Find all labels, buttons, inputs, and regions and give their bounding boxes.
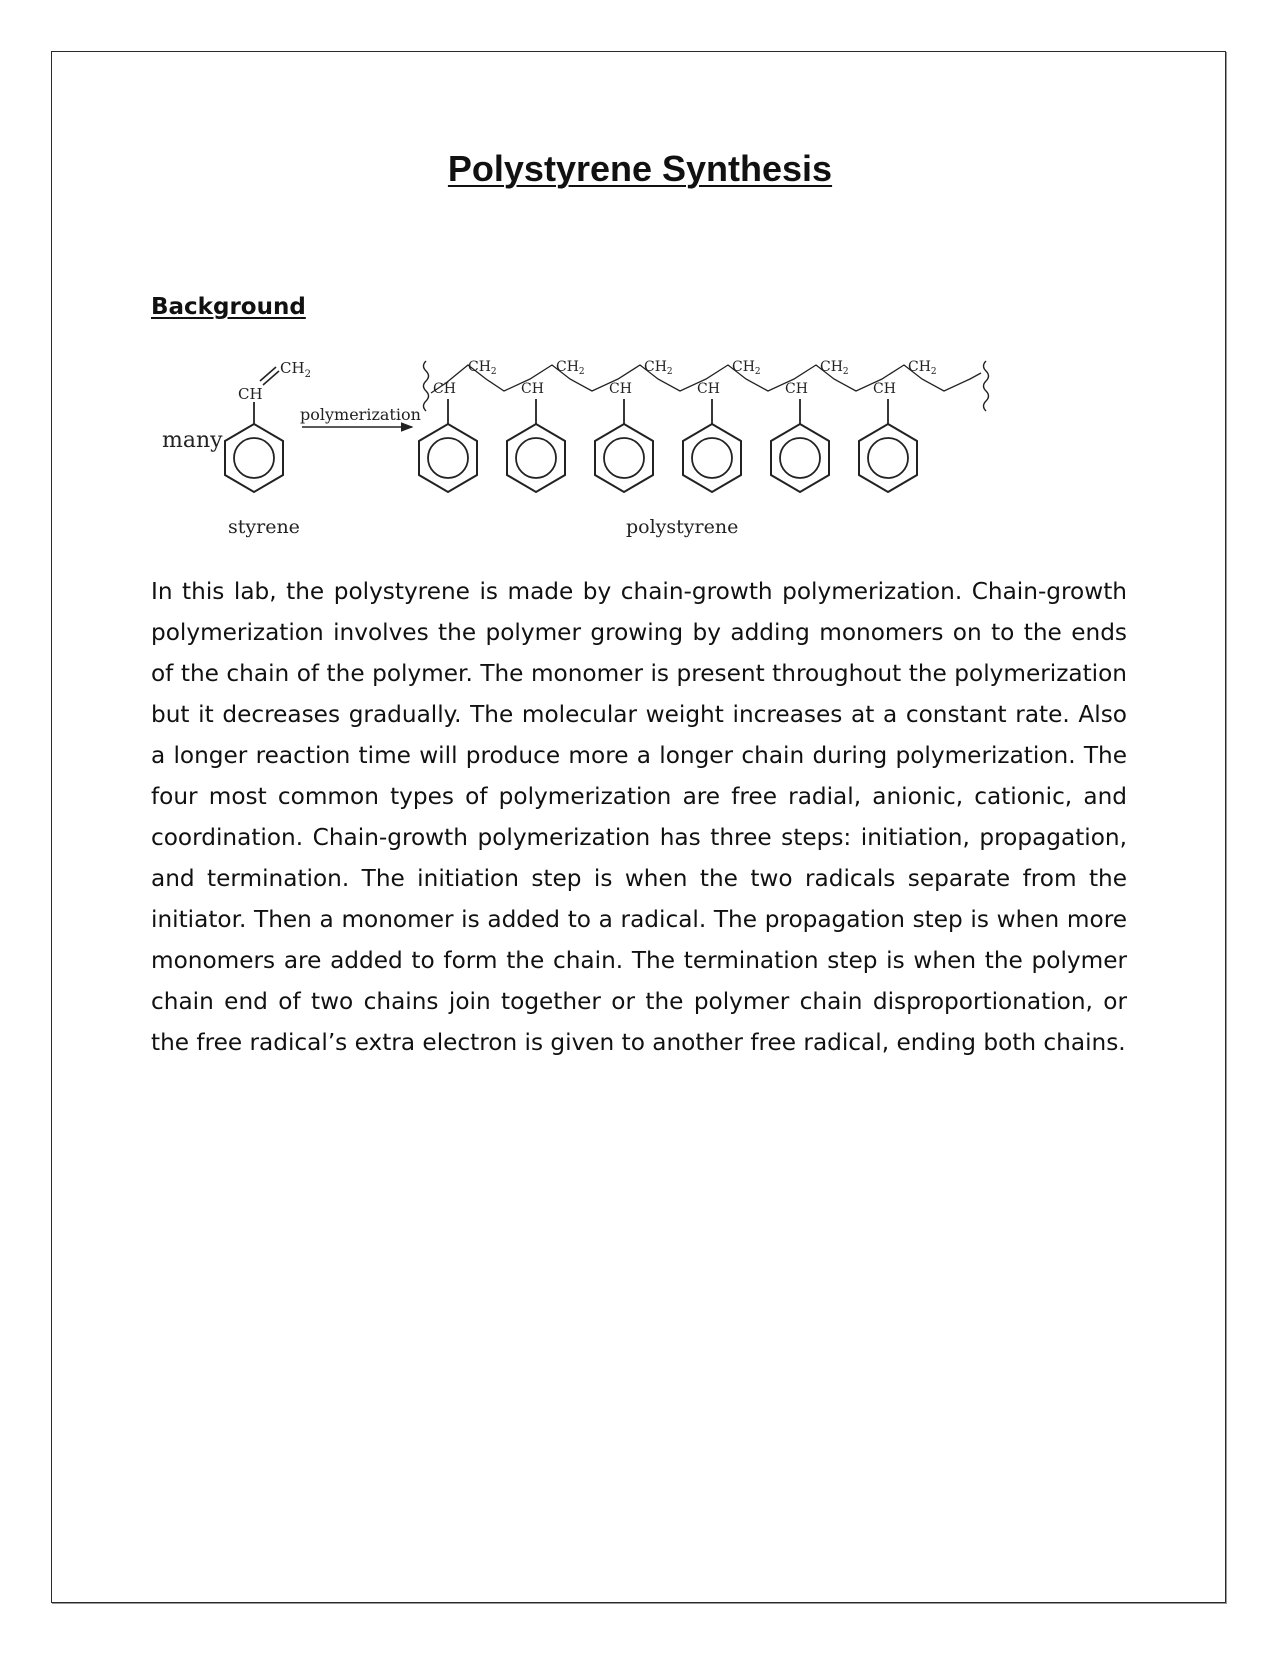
svg-text:CH: CH: [433, 381, 456, 397]
backbone-labels: [433, 359, 937, 397]
polystyrene-structure: [419, 359, 989, 492]
label-polymerization: polymerization: [300, 405, 421, 424]
label-many: many: [162, 428, 223, 453]
chain-end-left: [424, 361, 429, 411]
svg-text:CH: CH: [521, 381, 544, 397]
group-ch2: $CH_2$: [280, 359, 311, 380]
repeat-unit: [595, 399, 653, 492]
repeat-unit: [771, 399, 829, 492]
svg-text:CH2: $CH_2$: [644, 359, 673, 377]
svg-text:CH2: $CH_2$: [908, 359, 937, 377]
repeat-unit: [859, 399, 917, 492]
svg-text:CH: CH: [609, 381, 632, 397]
styrene-structure: [225, 359, 311, 492]
document-title: Polystyrene Synthesis: [447, 148, 833, 189]
repeat-unit: [419, 399, 477, 492]
chain-end-right: [984, 361, 989, 411]
polymerization-diagram: [150, 355, 1030, 555]
body-paragraph: In this lab, the polystyrene is made by chain-growth polymerization. Chain-growth polymerization involves the polymer growing by adding monomers on to the ends of the chain of the polymer. The monomer is present throughout the polymerization but it decreases gradually. The molecular weight increases at a constant rate. Also a longer reaction time will produce more a longer chain during polymerization. The four most common types of polymerization are free radial, anionic, cationic, and coordination. Chain-growth polymerization has three steps: initiation, propagation, and termination. The initiation step is when the two radicals separate from the initiator. Then a monomer is added to a radical. The propagation step is when more monomers are added to form the chain. The termination step is when the polymer chain end of two chains join together or the polymer chain disproportionation, or the free radical’s extra electron is given to another free radical, ending both chains.: [151, 578, 1127, 1056]
label-styrene: styrene: [228, 516, 300, 538]
repeat-unit: [683, 399, 741, 492]
svg-text:CH2: $CH_2$: [468, 359, 497, 377]
svg-text:CH: CH: [873, 381, 896, 397]
svg-text:CH2: $CH_2$: [556, 359, 585, 377]
benzene-ring-circle: [234, 438, 274, 478]
section-heading-background: Background: [151, 294, 306, 320]
svg-text:CH: CH: [697, 381, 720, 397]
svg-text:CH2: $CH_2$: [732, 359, 761, 377]
svg-text:CH: CH: [785, 381, 808, 397]
svg-text:CH2: $CH_2$: [820, 359, 849, 377]
group-ch: CH: [238, 385, 263, 403]
repeat-unit: [507, 399, 565, 492]
label-polystyrene: polystyrene: [626, 516, 739, 538]
